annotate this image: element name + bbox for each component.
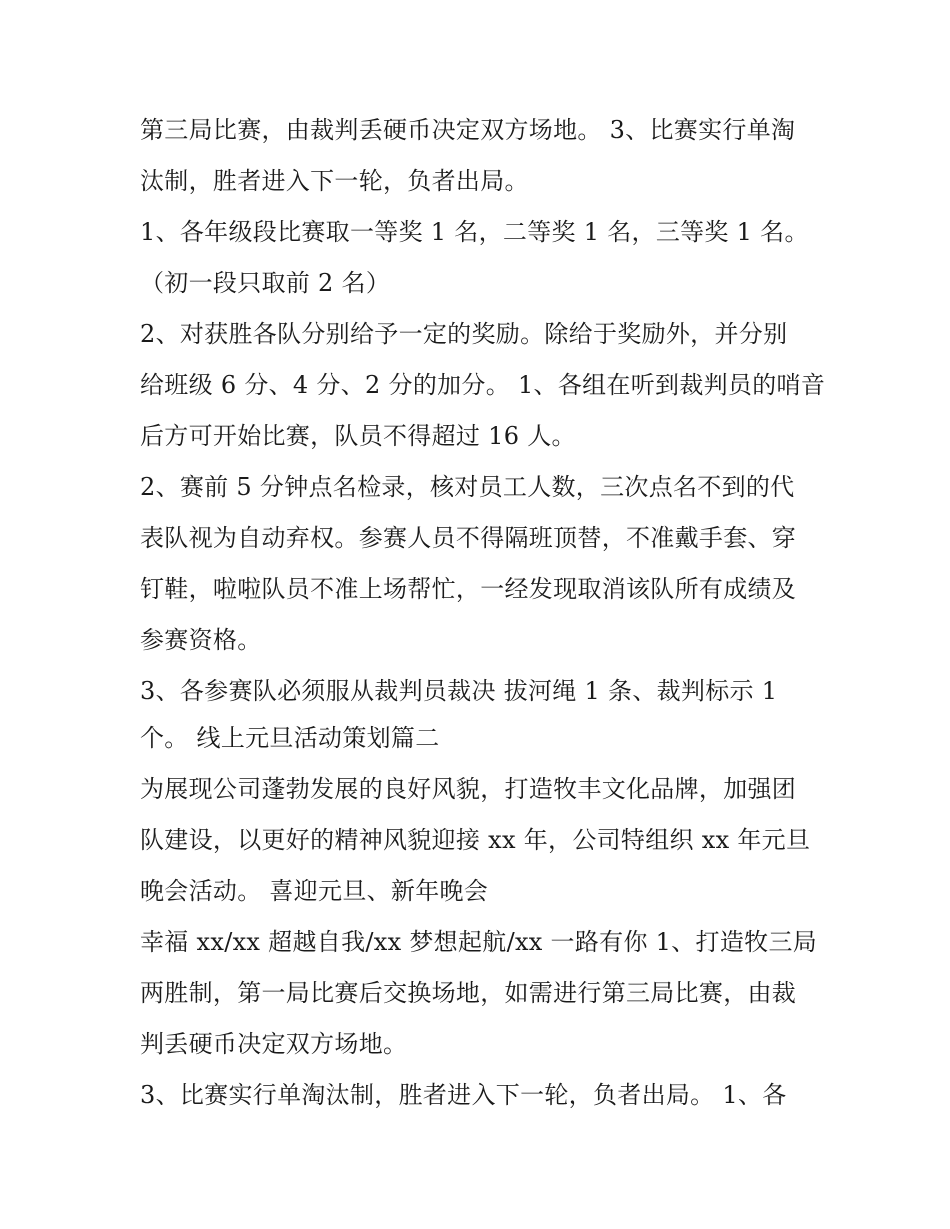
text-line: 个。 线上元旦活动策划篇二 [140, 724, 440, 752]
text-line: 参赛资格。 [140, 626, 262, 654]
text-line: 2、赛前 5 分钟点名检录，核对员工人数，三次点名不到的代 [140, 473, 795, 501]
text-line: 后方可开始比赛，队员不得超过 16 人。 [140, 422, 576, 450]
text-line: 幸福 xx/xx 超越自我/xx 梦想起航/xx 一路有你 1、打造牧三局 [140, 928, 818, 956]
text-line: 给班级 6 分、4 分、2 分的加分。 1、各组在听到裁判员的哨音 [140, 371, 826, 399]
text-line: 两胜制，第一局比赛后交换场地，如需进行第三局比赛，由裁 [140, 979, 797, 1007]
text-line: （初一段只取前 2 名） [140, 269, 391, 297]
text-line: 晚会活动。 喜迎元旦、新年晚会 [140, 877, 489, 905]
text-line: 3、比赛实行单淘汰制，胜者进入下一轮，负者出局。 1、各 [140, 1081, 787, 1109]
text-line: 2、对获胜各队分别给予一定的奖励。除给于奖励外，并分别 [140, 320, 788, 348]
text-line: 第三局比赛，由裁判丢硬币决定双方场地。 3、比赛实行单淘 [140, 116, 796, 144]
text-line: 队建设，以更好的精神风貌迎接 xx 年，公司特组织 xx 年元旦 [140, 826, 811, 854]
text-line: 3、各参赛队必须服从裁判员裁决 拔河绳 1 条、裁判标示 1 [140, 677, 778, 705]
text-line: 1、各年级段比赛取一等奖 1 名，二等奖 1 名，三等奖 1 名。 [140, 218, 809, 246]
text-line: 判丢硬币决定双方场地。 [140, 1030, 408, 1058]
text-line: 表队视为自动弃权。参赛人员不得隔班顶替，不准戴手套、穿 [140, 524, 797, 552]
text-line: 汰制，胜者进入下一轮，负者出局。 [140, 167, 529, 195]
text-line: 为展现公司蓬勃发展的良好风貌，打造牧丰文化品牌，加强团 [140, 775, 797, 803]
text-line: 钉鞋，啦啦队员不准上场帮忙，一经发现取消该队所有成绩及 [140, 575, 797, 603]
